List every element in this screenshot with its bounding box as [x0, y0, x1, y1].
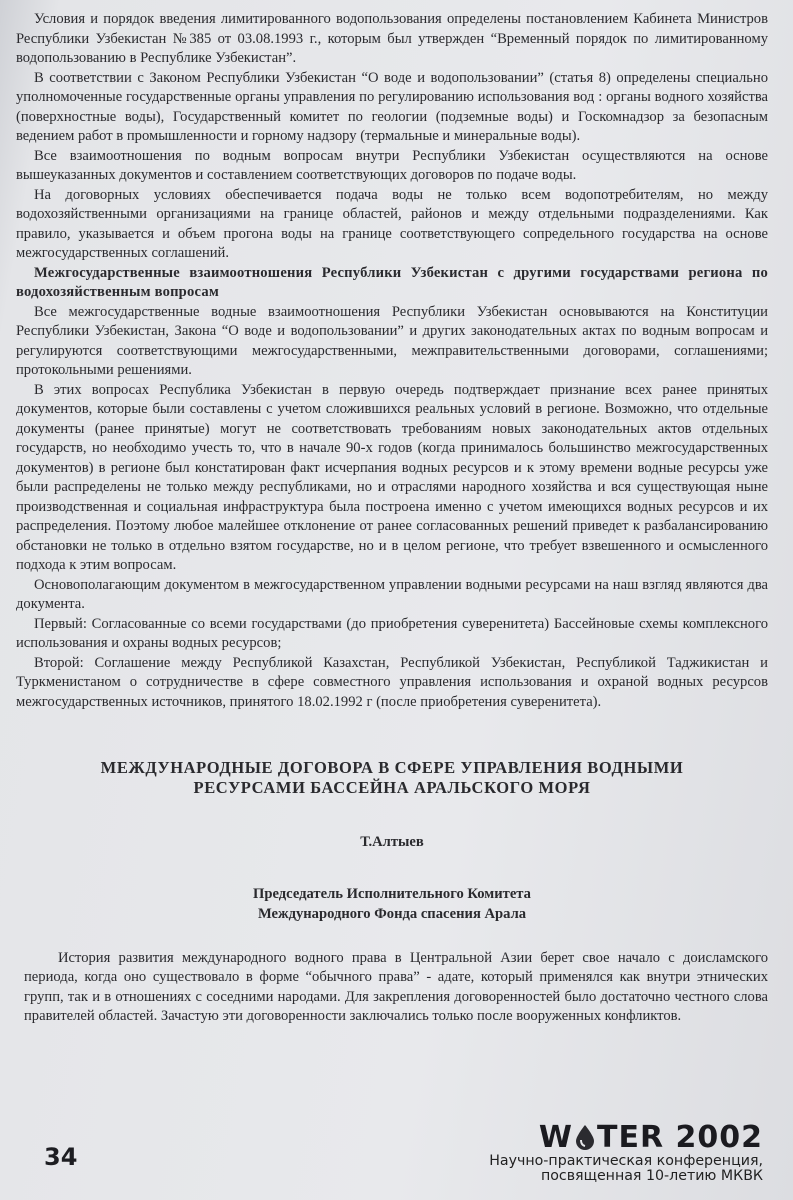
paragraph: Все взаимоотношения по водным вопросам внутри Республики Узбекистан осуществляются на основе вышеуказанных документов и составлением соответствующих договоров по подаче воды. — [16, 147, 768, 183]
water-drop-icon — [574, 1124, 596, 1150]
water-2002-logo — [489, 1122, 763, 1154]
page-number: 34 — [44, 1143, 78, 1171]
affiliation-line: Международного Фонда спасения Арала — [257, 905, 527, 922]
affiliation-line: Председатель Исполнительного Комитета — [253, 885, 531, 902]
paragraph: Все межгосударственные водные взаимоотношения Республики Узбекистан основываются на Конституции Республики Узбекистан, Закона “О воде и водопользовании” и других законодательных актах по водным вопросам и регулируются соответствующими межгосударственными, межправительственными договорами, соглашениями; протокольными решениями. — [16, 303, 768, 378]
conference-footer — [489, 1122, 763, 1184]
conference-name-line: посвященная 10-летию МКВК — [540, 1168, 763, 1184]
page-body — [16, 10, 768, 1027]
article-title-line: РЕСУРСАМИ БАССЕЙНА АРАЛЬСКОГО МОРЯ — [193, 778, 591, 797]
conference-name-line: Научно-практическая конференция, — [489, 1153, 763, 1169]
paragraph: Первый: Согласованные со всеми государствами (до приобретения суверенитета) Бассейновые схемы комплексного использования и охраны водных ресурсов; — [16, 615, 768, 651]
article-author: Т.Алтыев — [360, 834, 424, 850]
paragraph: Условия и порядок введения лимитированного водопользования определены постановлением Кабинета Министров Республики Узбекистан №385 от 03.08.1993 г., которым был утвержден “Временный порядок по лимитированному водопользованию в Республике Узбекистан”. — [16, 11, 768, 66]
logo-letter: W — [538, 1120, 573, 1155]
paragraph: В соответствии с Законом Республики Узбекистан “О воде и водопользовании” (статья 8) определены специально уполномоченные государственные органы управления по регулированию использования вод : органы водного хозяйства (поверхностные воды), Государственный комитет по геологии (подземные воды) и Госкомнадзор за безопасным ведением работ в промышленности и горному надзору (термальные и минеральные воды). — [16, 69, 768, 144]
section-heading: Межгосударственные взаимоотношения Республики Узбекистан с другими государствами региона по водохозяйственным вопросам — [16, 264, 768, 300]
logo-text: TER 2002 — [597, 1120, 763, 1155]
paragraph: На договорных условиях обеспечивается подача воды не только всем водопотребителям, но между водохозяйственными организациями на границе областей, районов и между отдельными подразделениями. Как правило, указывается и объем прогона воды на границе соответствующего сопредельного государства на основе межгосударственных соглашений. — [16, 186, 768, 261]
paragraph: Основополагающим документом в межгосударственном управлении водными ресурсами на наш взгляд являются два документа. — [16, 576, 768, 612]
article-intro-paragraph: История развития международного водного права в Центральной Азии берет свое начало с доисламского периода, когда оно существовало в форме “обычного права” - адате, который применялся как внутри этнических групп, так и в отношениях с соседними народами. Для закрепления договоренностей было достаточно честного слова правителей областей. Зачастую эти договоренности заключались только после вооруженных конфликтов. — [24, 949, 768, 1024]
article-title-line: МЕЖДУНАРОДНЫЕ ДОГОВОРА В СФЕРЕ УПРАВЛЕНИЯ ВОДНЫМИ — [100, 758, 684, 777]
paragraph: В этих вопросах Республика Узбекистан в первую очередь подтверждает признание всех ранее принятых документов, которые были составлены с учетом сложившихся реальных условий в регионе. Возможно, что отдельные документы (ранее принятые) могут не соответствовать требованиям новых законодательных актов отдельных государств, но необходимо учесть то, что в начале 90-х годов (когда принималось большинство межгосударственных документов) в регионе был констатирован факт исчерпания водных ресурсов и к этому времени водные ресурсы уже были распределены не только между республиками, но и отраслями народного хозяйства и вся существующая ныне производственная и социальная инфраструктура была построена именно с учетом имеющихся водных ресурсов и их распределения. Поэтому любое малейшее отклонение от ранее согласованных решений приведет к разбалансированию обстановки не только в отдельно взятом государстве, но и в целом регионе, что требует взвешенного и осмысленного подхода к этим вопросам. — [16, 381, 768, 573]
author-affiliation — [16, 884, 768, 924]
paragraph: Второй: Соглашение между Республикой Казахстан, Республикой Узбекистан, Республикой Таджикистан и Туркменистаном о сотрудничестве в сфере совместного управления использования и охраной водных ресурсов межгосударственных источников, принятого 18.02.1992 г (после приобретения суверенитета). — [16, 654, 768, 710]
article-title — [16, 758, 768, 798]
